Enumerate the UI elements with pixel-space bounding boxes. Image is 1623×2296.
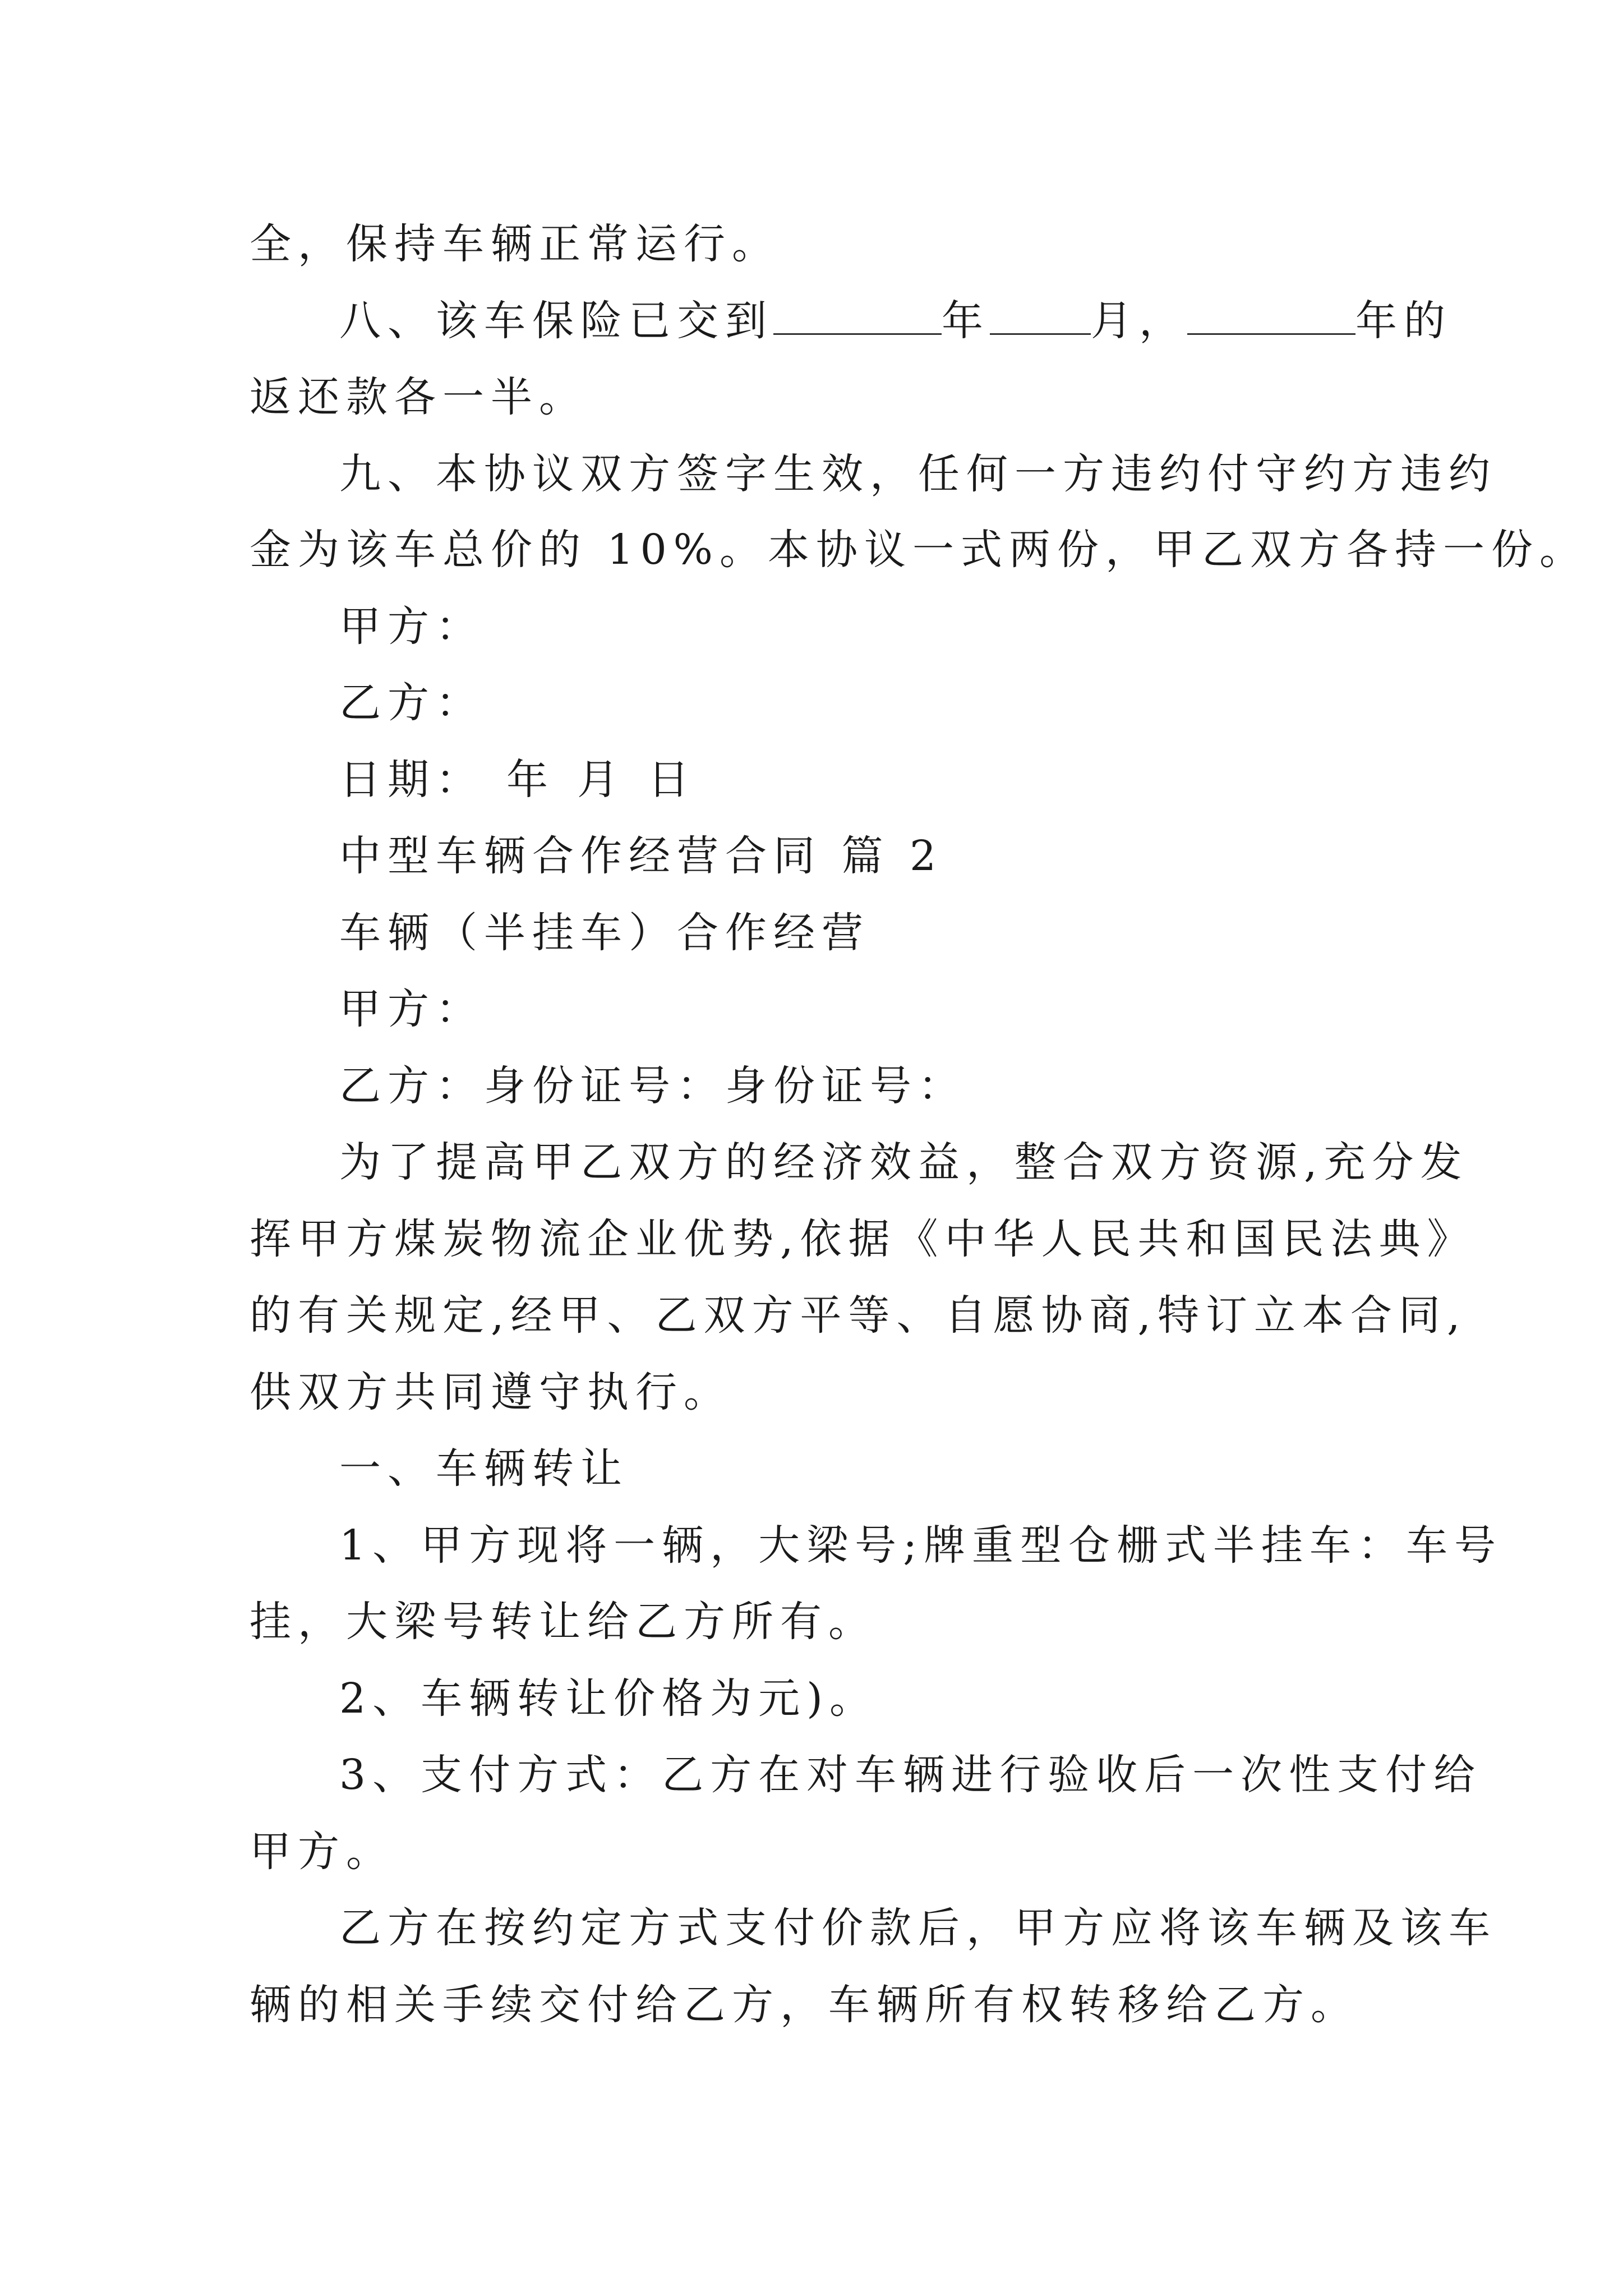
blank-field: [990, 298, 1091, 335]
paragraph-line: 金为该车总价的 10%。本协议一式两份，甲乙双方各持一份。: [250, 526, 1588, 574]
paragraph-line: 乙方在按约定方式支付价款后，甲方应将该车辆及该车: [339, 1904, 1497, 1952]
insurance-year2-label: 年的: [1355, 297, 1452, 345]
insurance-month-label: 月，: [1091, 297, 1187, 345]
party-a-label: 甲方：: [339, 985, 484, 1033]
paragraph-line: 九、本协议双方签字生效，任何一方违约付守约方违约: [339, 450, 1497, 498]
date-month: 月: [577, 756, 625, 804]
party-a-label: 甲方：: [339, 602, 484, 651]
blank-field: [773, 298, 942, 335]
clause-heading: 一、车辆转让: [339, 1444, 629, 1493]
paragraph-line: 为了提高甲乙双方的经济效益，整合双方资源,充分发: [339, 1138, 1469, 1186]
paragraph-line: 供双方共同遵守执行。: [250, 1368, 732, 1416]
paragraph-line: 1、甲方现将一辆，大梁号;牌重型仓栅式半挂车：车号: [339, 1521, 1503, 1570]
date-day: 日: [648, 756, 696, 804]
section-title: 中型车辆合作经营合同 篇 2: [339, 832, 943, 880]
paragraph-line: 3、支付方式：乙方在对车辆进行验收后一次性支付给: [339, 1751, 1482, 1799]
insurance-year-label: 年: [942, 297, 990, 345]
paragraph-line: 返还款各一半。: [250, 373, 587, 421]
date-label: 日期：: [339, 756, 484, 804]
party-b-label: 乙方：: [339, 679, 484, 727]
paragraph-line: 挥甲方煤炭物流企业优势,依据《中华人民共和国民法典》: [250, 1215, 1476, 1263]
insurance-clause-line: [0, 293, 1623, 349]
paragraph-line: 的有关规定,经甲、乙双方平等、自愿协商,特订立本合同,: [250, 1291, 1467, 1340]
paragraph-line: 挂，大梁号转让给乙方所有。: [250, 1598, 877, 1646]
paragraph-line: 2、车辆转让价格为元)。: [339, 1674, 878, 1723]
insurance-prefix: 八、该车保险已交到: [339, 297, 773, 345]
blank-field: [1187, 298, 1355, 335]
paragraph-line: 辆的相关手续交付给乙方，车辆所有权转移给乙方。: [250, 1981, 1359, 2029]
date-year: 年: [506, 756, 555, 804]
paragraph-line: 甲方。: [250, 1828, 394, 1876]
date-line: [0, 752, 1623, 808]
subtitle: 车辆（半挂车）合作经营: [339, 909, 870, 957]
party-b-id-line: 乙方：身份证号：身份证号：: [339, 1062, 966, 1110]
paragraph-line: 全，保持车辆正常运行。: [250, 220, 780, 268]
